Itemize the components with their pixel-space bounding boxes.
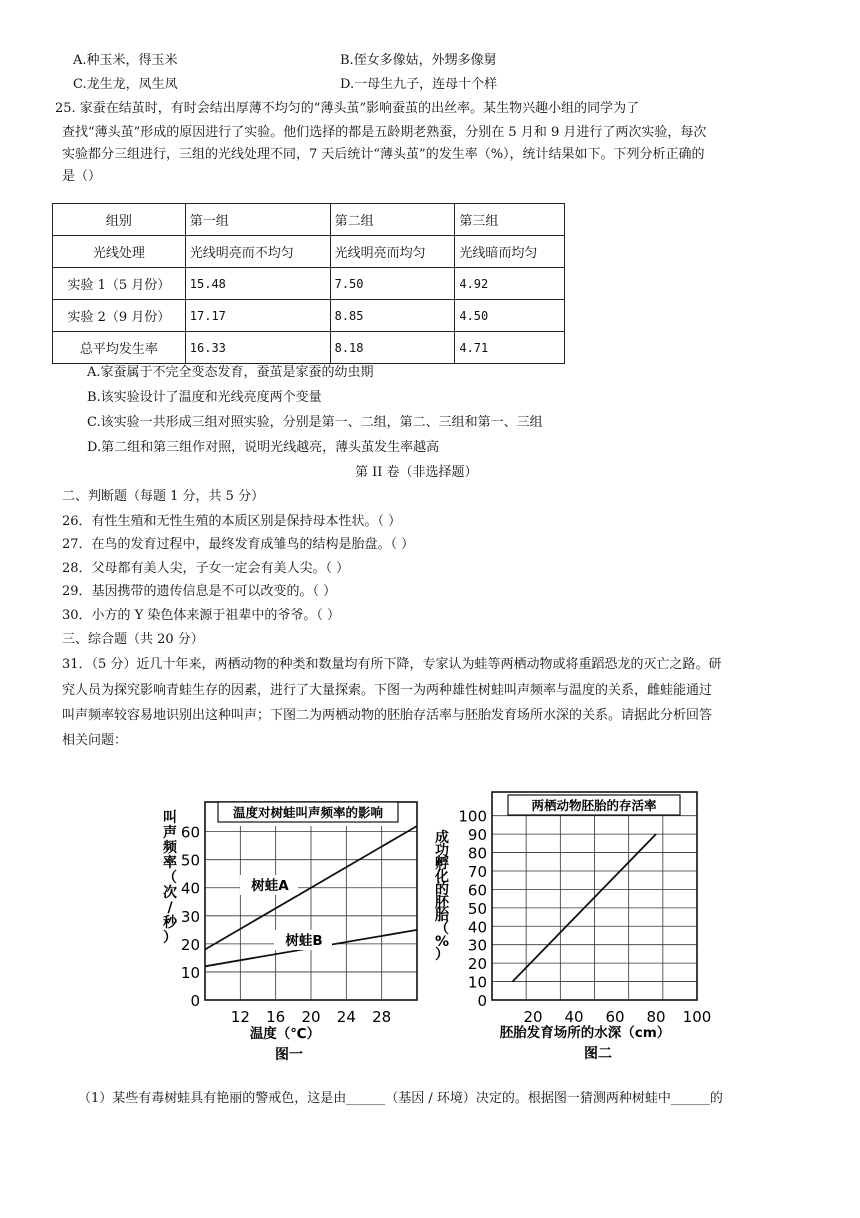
question-26: 26．有性生殖和无性生殖的本质区别是保持母本性状。（ ）	[62, 514, 402, 529]
table-cell: 总平均发生率	[53, 332, 186, 364]
y-axis-label: 叫声频率（次/秒）	[163, 810, 177, 946]
q24-option-d: D.一母生九子，连母十个样	[340, 77, 498, 92]
table-cell: 第二组	[330, 204, 455, 236]
x-axis-label: 温度（℃）	[249, 1026, 321, 1042]
table-cell: 4.71	[455, 332, 565, 364]
y-tick-label: 40	[467, 918, 487, 937]
q25-option-b: B.该实验设计了温度和光线亮度两个变量	[87, 390, 322, 405]
q25-option-d: D.第二组和第三组作对照，说明光线越亮，薄头茧发生率越高	[87, 440, 440, 455]
q24-option-b: B.侄女多像姑，外甥多像舅	[340, 53, 497, 68]
table-cell: 光线处理	[53, 236, 186, 268]
table-cell: 15.48	[185, 268, 330, 300]
table-cell: 光线明亮而不均匀	[185, 236, 330, 268]
question-28: 28．父母都有美人尖，子女一定会有美人尖。（ ）	[62, 561, 350, 576]
y-tick-label: 40	[180, 879, 200, 898]
table-cell: 第一组	[185, 204, 330, 236]
q31-stem-line3: 叫声频率较容易地识别出这种叫声；下图二为两栖动物的胚胎存活率与胚胎发育场所水深的关系。请据此分析回答	[62, 708, 713, 723]
x-tick-label: 60	[605, 1008, 625, 1026]
chart-title: 两栖动物胚胎的存活率	[531, 798, 657, 813]
series-label: 树蛙A	[251, 878, 289, 894]
q25-stem-line4: 是（）	[62, 169, 102, 184]
q31-sub-question-1: （1）某些有毒树蛙具有艳丽的警戒色，这是由______（基因 / 环境）决定的。根据图一猜测两种树蛙中______的	[78, 1091, 723, 1106]
y-tick-label: 0	[190, 992, 200, 1010]
q31-stem-line1: 31．（5 分）近几十年来，两栖动物的种类和数量均有所下降，专家认为蛙等两栖动物或将重蹈恐龙的灭亡之路。研	[62, 657, 722, 672]
y-tick-label: 80	[467, 844, 487, 863]
x-tick-label: 16	[266, 1008, 286, 1026]
table-cell: 第三组	[455, 204, 565, 236]
q25-stem-line2: 查找“薄头茧”形成的原因进行了实验。他们选择的都是五龄期老熟蚕，分别在 5 月和 9 月进行了两次实验，每次	[62, 125, 707, 140]
question-30: 30．小方的 Y 染色体来源于祖辈中的爷爷。（ ）	[62, 608, 341, 623]
x-tick-label: 40	[564, 1008, 584, 1026]
table-cell: 7.50	[330, 268, 455, 300]
table-cell: 16.33	[185, 332, 330, 364]
y-tick-label: 50	[467, 899, 487, 918]
y-tick-label: 70	[467, 862, 487, 881]
y-tick-label: 100	[458, 807, 487, 826]
x-tick-label: 20	[301, 1008, 321, 1026]
y-tick-label: 30	[180, 907, 200, 926]
y-tick-label: 60	[180, 823, 200, 842]
section-title: 二、判断题（每题 1 分，共 5 分）	[62, 489, 265, 504]
table-cell: 4.92	[455, 268, 565, 300]
table-cell: 光线明亮而均匀	[330, 236, 455, 268]
x-tick-label: 12	[230, 1008, 250, 1026]
x-axis-label: 胚胎发育场所的水深（cm）	[499, 1025, 671, 1041]
table-cell: 4.50	[455, 300, 565, 332]
y-tick-label: 0	[477, 992, 487, 1010]
table-cell: 实验 2（9 月份）	[53, 300, 186, 332]
q25-option-c: C.该实验一共形成三组对照实验，分别是第一、二组，第二、三组和第一、三组	[87, 415, 543, 430]
x-tick-label: 24	[336, 1008, 356, 1026]
q25-stem-line1: 25. 家蚕在结茧时，有时会结出厚薄不均匀的“薄头茧”影响蚕茧的出丝率。某生物兴趣小组的同学为了	[55, 101, 640, 116]
table-cell: 17.17	[185, 300, 330, 332]
q31-stem-line4: 相关问题：	[62, 733, 128, 748]
x-tick-label: 80	[646, 1008, 666, 1026]
chart-title: 温度对树蛙叫声频率的影响	[232, 805, 384, 820]
y-tick-label: 30	[467, 936, 487, 955]
q24-option-c: C.龙生龙，凤生凤	[73, 77, 178, 92]
q25-stem-line3: 实验都分三组进行，三组的光线处理不同，7 天后统计“薄头茧”的发生率（%），统计结果如下。下列分析正确的	[62, 147, 705, 162]
section-title: 三、综合题（共 20 分）	[62, 632, 204, 647]
y-axis-label: 成功孵化的胚胎（%）	[434, 830, 450, 963]
y-tick-label: 60	[467, 881, 487, 900]
x-tick-label: 100	[682, 1008, 712, 1026]
part-title: 第 II 卷（非选择题）	[355, 465, 478, 480]
table-cell: 8.18	[330, 332, 455, 364]
table-cell: 实验 1（5 月份）	[53, 268, 186, 300]
series-label: 树蛙B	[285, 933, 323, 949]
y-tick-label: 20	[467, 955, 487, 974]
y-tick-label: 10	[467, 973, 487, 992]
y-tick-label: 10	[180, 963, 200, 982]
x-tick-label: 28	[372, 1008, 392, 1026]
question-27: 27．在鸟的发育过程中，最终发育成雏鸟的结构是胎盘。（ ）	[62, 537, 415, 552]
question-29: 29．基因携带的遗传信息是不可以改变的。（ ）	[62, 584, 337, 599]
y-tick-label: 20	[180, 935, 200, 954]
q25-option-a: A.家蚕属于不完全变态发育，蚕茧是家蚕的幼虫期	[87, 365, 374, 380]
x-tick-label: 20	[523, 1008, 543, 1026]
table-cell: 8.85	[330, 300, 455, 332]
figure-caption: 图一	[275, 1047, 303, 1063]
table-cell: 光线暗而均匀	[455, 236, 565, 268]
q24-option-a: A.种玉米，得玉米	[73, 53, 178, 68]
table-cell: 组别	[53, 204, 186, 236]
y-tick-label: 90	[467, 826, 487, 845]
figure-caption: 图二	[584, 1046, 612, 1062]
y-tick-label: 50	[180, 851, 200, 870]
q31-stem-line2: 究人员为探究影响青蛙生存的因素，进行了大量探索。下图一为两种雄性树蛙叫声频率与温度的关系，雌蛙能通过	[62, 683, 713, 698]
